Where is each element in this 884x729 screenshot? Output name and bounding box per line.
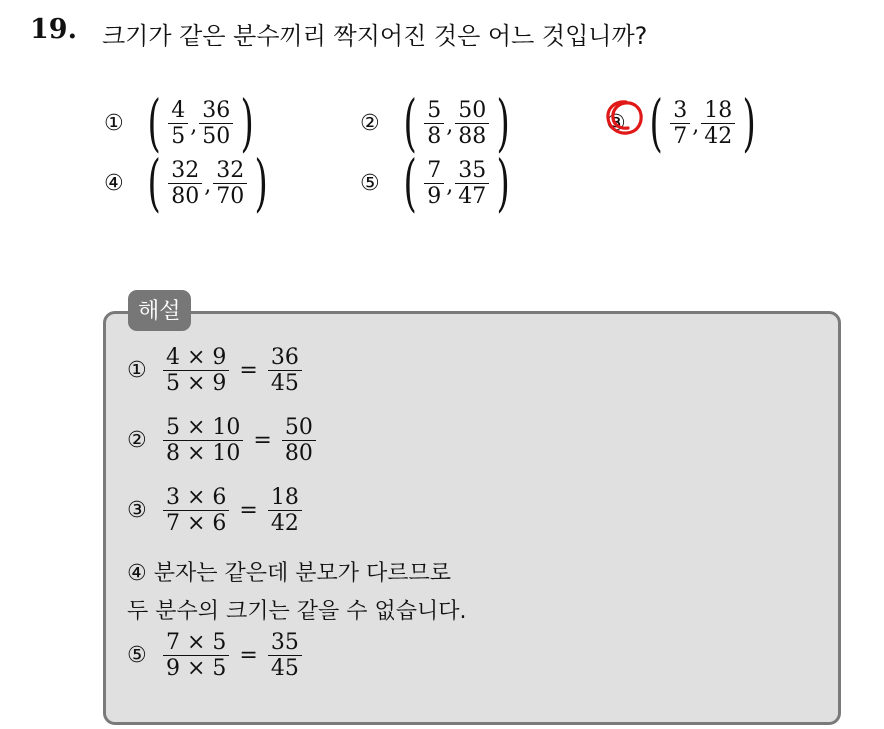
comma: , [446,173,454,198]
fraction-a-numerator: 32 [171,157,200,183]
answer-circle-mark [604,96,646,138]
fraction-b [701,98,735,149]
fraction-b-denominator: 88 [458,123,487,149]
left-paren-icon: ( [649,86,663,159]
fraction-b-numerator: 35 [458,157,487,183]
fraction-a-denominator: 5 [171,123,186,149]
question-number: 19. [30,14,77,45]
solution-line-2 [127,415,318,466]
fraction-a [168,158,202,209]
solution-tag: 해설 [128,290,191,331]
fraction-right [268,345,302,396]
right-paren-icon: ) [496,146,510,219]
fraction-right-numerator: 50 [284,415,313,440]
choice-marker: ③ [606,110,626,136]
fraction-b [455,158,489,209]
fraction-left [163,415,243,466]
fraction-right-denominator: 45 [270,656,299,681]
fraction-b-numerator: 36 [202,97,231,123]
choice-marker: ⑤ [360,170,380,196]
fraction-right [268,630,302,681]
solution-marker: ③ [127,498,147,523]
fraction-a [168,98,188,149]
fraction-a [424,158,444,209]
fraction-left-numerator: 7 × 5 [166,630,227,655]
fraction-a-numerator: 5 [427,97,442,123]
solution-text-4-line1: ④ 분자는 같은데 분모가 다르므로 [127,561,451,586]
fraction-left [163,630,229,681]
solution-marker: ⑤ [127,643,147,668]
fraction-a-denominator: 80 [171,183,200,209]
fraction-a [424,98,444,149]
fraction-left-denominator: 7 × 6 [166,511,227,536]
fraction-left-denominator: 8 × 10 [166,441,241,466]
solution-marker: ① [127,358,147,383]
equals-sign: = [239,358,258,383]
question-text: 크기가 같은 분수끼리 짝지어진 것은 어느 것입니까? [102,22,648,50]
right-paren-icon: ) [496,86,510,159]
fraction-right-numerator: 18 [270,485,299,510]
fraction-right [282,415,316,466]
equals-sign: = [239,643,258,668]
right-paren-icon: ) [742,86,756,159]
right-paren-icon: ) [254,146,268,219]
choice-marker: ① [104,110,124,136]
fraction-b-numerator: 18 [704,97,733,123]
fraction-left-denominator: 5 × 9 [166,371,227,396]
fraction-b [213,158,247,209]
fraction-left-numerator: 5 × 10 [166,415,241,440]
left-paren-icon: ( [403,86,417,159]
solution-text-4-line2: 두 분수의 크기는 같을 수 없습니다. [127,599,467,624]
comma: , [446,113,454,138]
comma: , [692,113,700,138]
fraction-a-denominator: 7 [673,123,688,149]
fraction-a-denominator: 8 [427,123,442,149]
fraction-left-numerator: 3 × 6 [166,485,227,510]
fraction-b-denominator: 47 [458,183,487,209]
left-paren-icon: ( [147,146,161,219]
equals-sign: = [253,428,272,453]
left-paren-icon: ( [403,146,417,219]
equals-sign: = [239,498,258,523]
fraction-a [670,98,690,149]
choice-marker: ④ [104,170,124,196]
fraction-b-numerator: 32 [216,157,245,183]
choice-marker: ② [360,110,380,136]
solution-line-5 [127,630,304,681]
fraction-a-denominator: 9 [427,183,442,209]
fraction-b-numerator: 50 [458,97,487,123]
comma: , [204,173,212,198]
solution-line-1 [127,345,304,396]
fraction-right-numerator: 35 [270,630,299,655]
fraction-b [199,98,233,149]
solution-line-3 [127,485,304,536]
fraction-b-denominator: 70 [216,183,245,209]
left-paren-icon: ( [147,86,161,159]
fraction-a-numerator: 3 [673,97,688,123]
fraction-b-denominator: 50 [202,123,231,149]
choice-4[interactable] [104,148,273,218]
fraction-a-numerator: 4 [171,97,186,123]
fraction-b-denominator: 42 [704,123,733,149]
choice-5[interactable] [360,148,515,218]
fraction-right-denominator: 45 [270,371,299,396]
fraction-left [163,345,229,396]
fraction-left-numerator: 4 × 9 [166,345,227,370]
fraction-a-numerator: 7 [427,157,442,183]
fraction-right-numerator: 36 [270,345,299,370]
right-paren-icon: ) [240,86,254,159]
fraction-right-denominator: 42 [270,511,299,536]
fraction-right-denominator: 80 [284,441,313,466]
fraction-left-denominator: 9 × 5 [166,656,227,681]
fraction-b [455,98,489,149]
fraction-left [163,485,229,536]
solution-marker: ② [127,428,147,453]
comma: , [190,113,198,138]
fraction-right [268,485,302,536]
